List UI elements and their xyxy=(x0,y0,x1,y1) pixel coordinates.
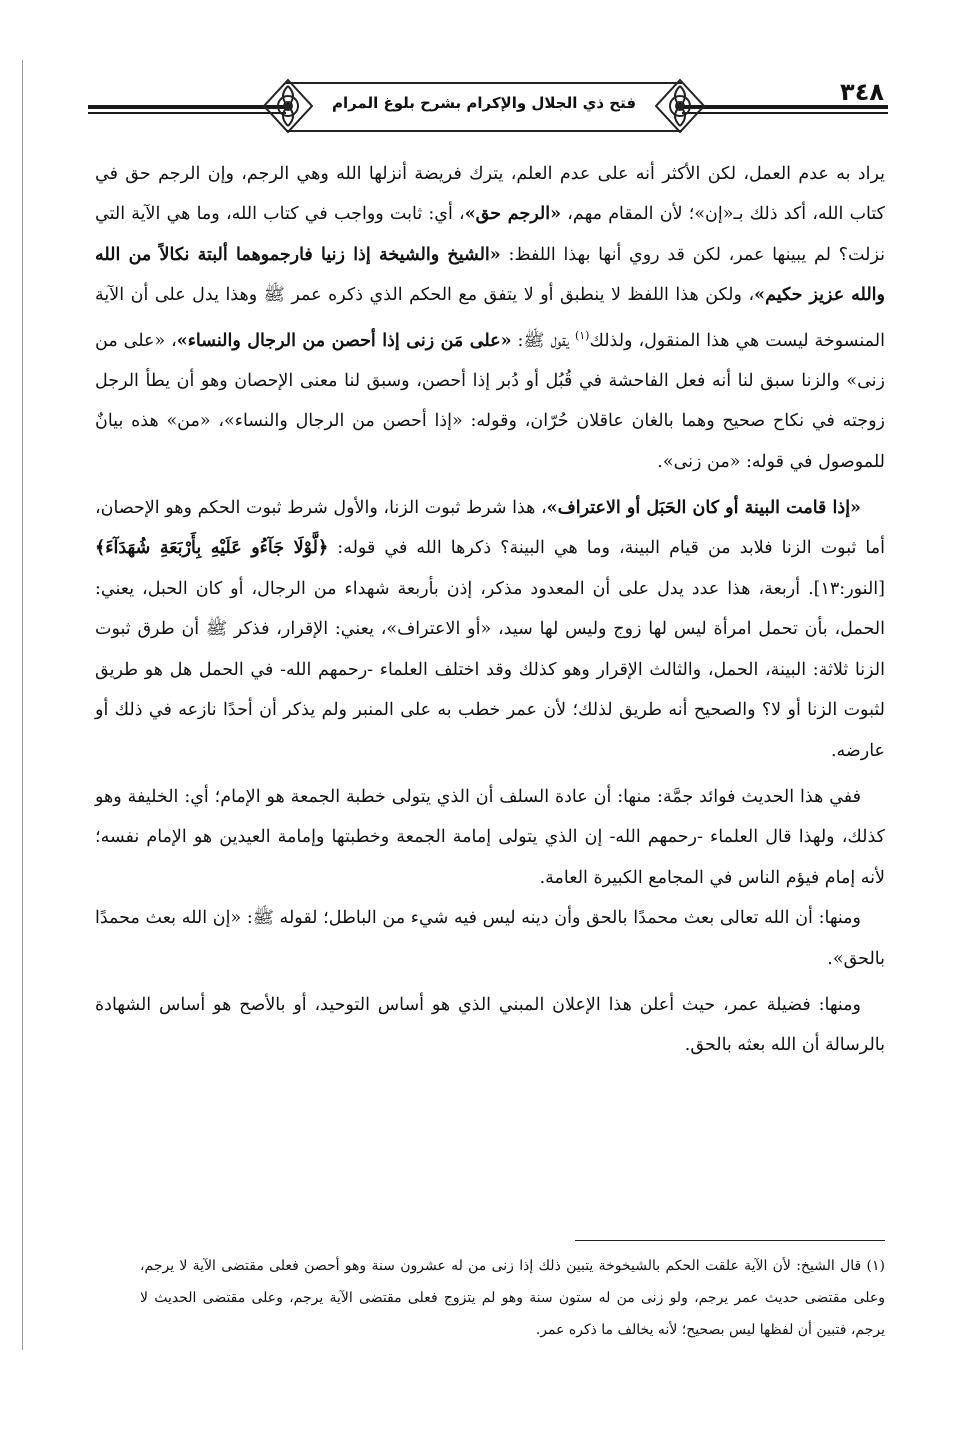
paragraph-2 xyxy=(95,488,885,771)
p2-quote-1: «إذا قامت البينة أو كان الحَبَل أو الاعتراف» xyxy=(546,498,861,519)
p1-text-2: ، أي: ثابت وواجب في كتاب الله، وما هي الآية التي نزلت؟ لم يبينها عمر، لكن قد روي أنها بهذا اللفظ: xyxy=(95,204,886,265)
book-title: فتح ذي الجلال والإكرام بشرح بلوغ المرام xyxy=(331,94,637,112)
main-text xyxy=(95,154,885,1066)
ornament-left-icon xyxy=(258,76,318,136)
paragraph-5: ومنها: فضيلة عمر، حيث أعلن هذا الإعلان المبني الذي هو أساس التوحيد، أو بالأصح هو أساس الشهادة بالرسالة أن الله بعثه بالحق. xyxy=(95,994,885,1056)
p1-quote-1: «الرجم حق» xyxy=(464,204,562,225)
page-edge-line xyxy=(22,60,23,1350)
page-number: ٣٤٨ xyxy=(840,78,884,106)
footnote-text: (١) قال الشيخ: لأن الآية علقت الحكم بالشيخوخة يتبين ذلك إذا زنى من له عشرون سنة وهو أحصن فعلى مقتضى الآية لا يرجم، وعلى مقتضى حديث عمر يرجم، ولو زنى من له ستون سنة وهو لم يتزوج فعلى مقتضى الآية يرجم، وعلى مقتضى الحديث لا يرجم، فتبين أن لفظها ليس بصحيح؛ لأنه يخالف ما ذكره عمر. xyxy=(140,1258,885,1338)
footnote-divider xyxy=(575,1240,885,1241)
paragraph-4: ومنها: أن الله تعالى بعث محمدًا بالحق وأن دينه ليس فيه شيء من الباطل؛ لقوله ﷺ: «إن الله بعث محمدًا بالحق». xyxy=(95,908,885,969)
page-header xyxy=(88,72,888,138)
p2-text-2: [النور:١٣]. أربعة، هذا عدد يدل على أن المعدود مذكر، إذن بأربعة شهداء من الرجال، أو كان الحبل، يعني: الحمل، بأن تحمل امرأة ليس لها زوج وليس لها سيد، «أو الاعتراف»، يعني: الإقرار، فذكر ﷺ أن طرق ثبوت الزنا ثلاثة: البينة، الحمل، والثالث الإقرار وهو كذلك وقد اختلف العلماء -رحمهم الله- في الحمل هل هو طريق لثبوت الزنا أو لا؟ والصحيح أنه طريق لذلك؛ لأن عمر خطب به على المنبر ولم يذكر أن أحدًا نازعه في ذلك أو عارضه. xyxy=(95,578,885,761)
p1-text-1: يراد به عدم العمل، لكن الأكثر أنه على عدم العلم، يترك فريضة أنزلها الله وهي الرجم، وإن الرجم حق في كتاب الله، أكد ذلك بـ«إن»؛ لأن المقام مهم، xyxy=(95,164,885,225)
p1-quote-3: «على مَن زنى إذا أحصن من الرجال والنساء» xyxy=(176,330,512,351)
p1-quote-2: «الشيخ والشيخة إذا زنيا فارجموهما ألبتة نكالاً من الله والله عزيز حكيم» xyxy=(95,244,885,306)
p1-text-4: يقول ﷺ: xyxy=(511,330,575,351)
paragraph-3: ففي هذا الحديث فوائد جمَّة: منها: أن عادة السلف أن الذي يتولى خطبة الجمعة هو الإمام؛ أي: الخليفة وهو كذلك، ولهذا قال العلماء -رحمهم الله- إن الذي يتولى إمامة الجمعة وخطبتها وإمامة العيدين هو الإمام نفسه؛ لأنه إمام فيؤم الناس في المجامع الكبيرة العامة. xyxy=(95,786,885,888)
p1-text-5: ، «على من زنى» والزنا سبق لنا أنه فعل الفاحشة في قُبُل أو دُبر إذا أحصن، وسبق لنا معنى الإحصان وهو أن يطأ الرجل زوجته في نكاح صحيح وهما بالغان عاقلان حُرّان، وقوله: «إذا أحصن من الرجال والنساء»، «من» هذه بيانٌ للموصول في قوله: «من زنى». xyxy=(95,330,885,472)
paragraph-1 xyxy=(95,154,885,482)
ornament-right-icon xyxy=(650,76,710,136)
footnote-reference: (١) xyxy=(574,328,590,342)
p2-quran-verse: ﴿لَّوْلَا جَآءُو عَلَيْهِ بِأَرْبَعَةِ شُهَدَآءَ﴾ xyxy=(95,538,329,559)
p1-text-3: ، ولكن هذا اللفظ لا ينطبق أو لا يتفق مع الحكم الذي ذكره عمر ﷺ وهذا يدل على أن الآية المنسوخة ليست هي هذا المنقول، ولذلك xyxy=(95,285,885,351)
p2-text-1: ، هذا شرط ثبوت الزنا، والأول شرط ثبوت الحكم وهو الإحصان، أما ثبوت الزنا فلابد من قيام البينة، وما هي البينة؟ ذكرها الله في قوله: xyxy=(95,498,885,559)
footnote xyxy=(140,1250,885,1346)
